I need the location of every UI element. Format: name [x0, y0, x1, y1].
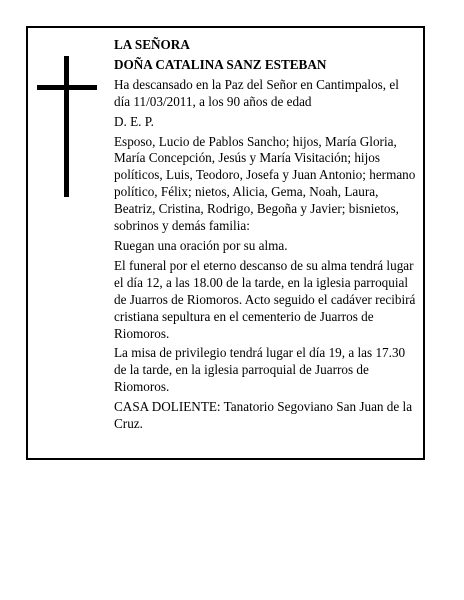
deceased-name: DOÑA CATALINA SANZ ESTEBAN	[114, 56, 327, 72]
obituary-text	[114, 37, 416, 436]
funeral-details: El funeral por el eterno descanso de su alma tendrá lugar el día 12, a las 18.00 de la tarde, en la iglesia parroquial de Juarros de Riomoros. Acto seguido el cadáver recibirá cristiana sepultura en el cementerio de Juarros de Riomoros.	[114, 257, 416, 341]
mass-details: La misa de privilegio tendrá lugar el día 19, a las 17.30 de la tarde, en la iglesia parroquial de Juarros de Riomoros.	[114, 345, 406, 395]
cross-vertical-bar	[64, 56, 69, 197]
family-list: Esposo, Lucio de Pablos Sancho; hijos, María Gloria, María Concepción, Jesús y María Visitación; hijos políticos, Luis, Teodoro, Josefa y Juan Antonio; hermano político, Félix; nietos, Alicia, Gema, Noah, Laura, Beatriz, Cristina, Rodrigo, Begoña y Javier; bisnietos, sobrinos y demás familia:	[114, 133, 416, 234]
cross-horizontal-bar	[37, 85, 97, 90]
dep-line: D. E. P.	[114, 113, 154, 129]
death-announcement: Ha descansado en la Paz del Señor en Cantimpalos, el día 11/03/2011, a los 90 años de edad	[114, 76, 399, 109]
title-line-1: LA SEÑORA	[114, 37, 190, 52]
prayer-request: Ruegan una oración por su alma.	[114, 237, 288, 253]
funeral-home: CASA DOLIENTE: Tanatorio Segoviano San Juan de la Cruz.	[114, 399, 413, 432]
